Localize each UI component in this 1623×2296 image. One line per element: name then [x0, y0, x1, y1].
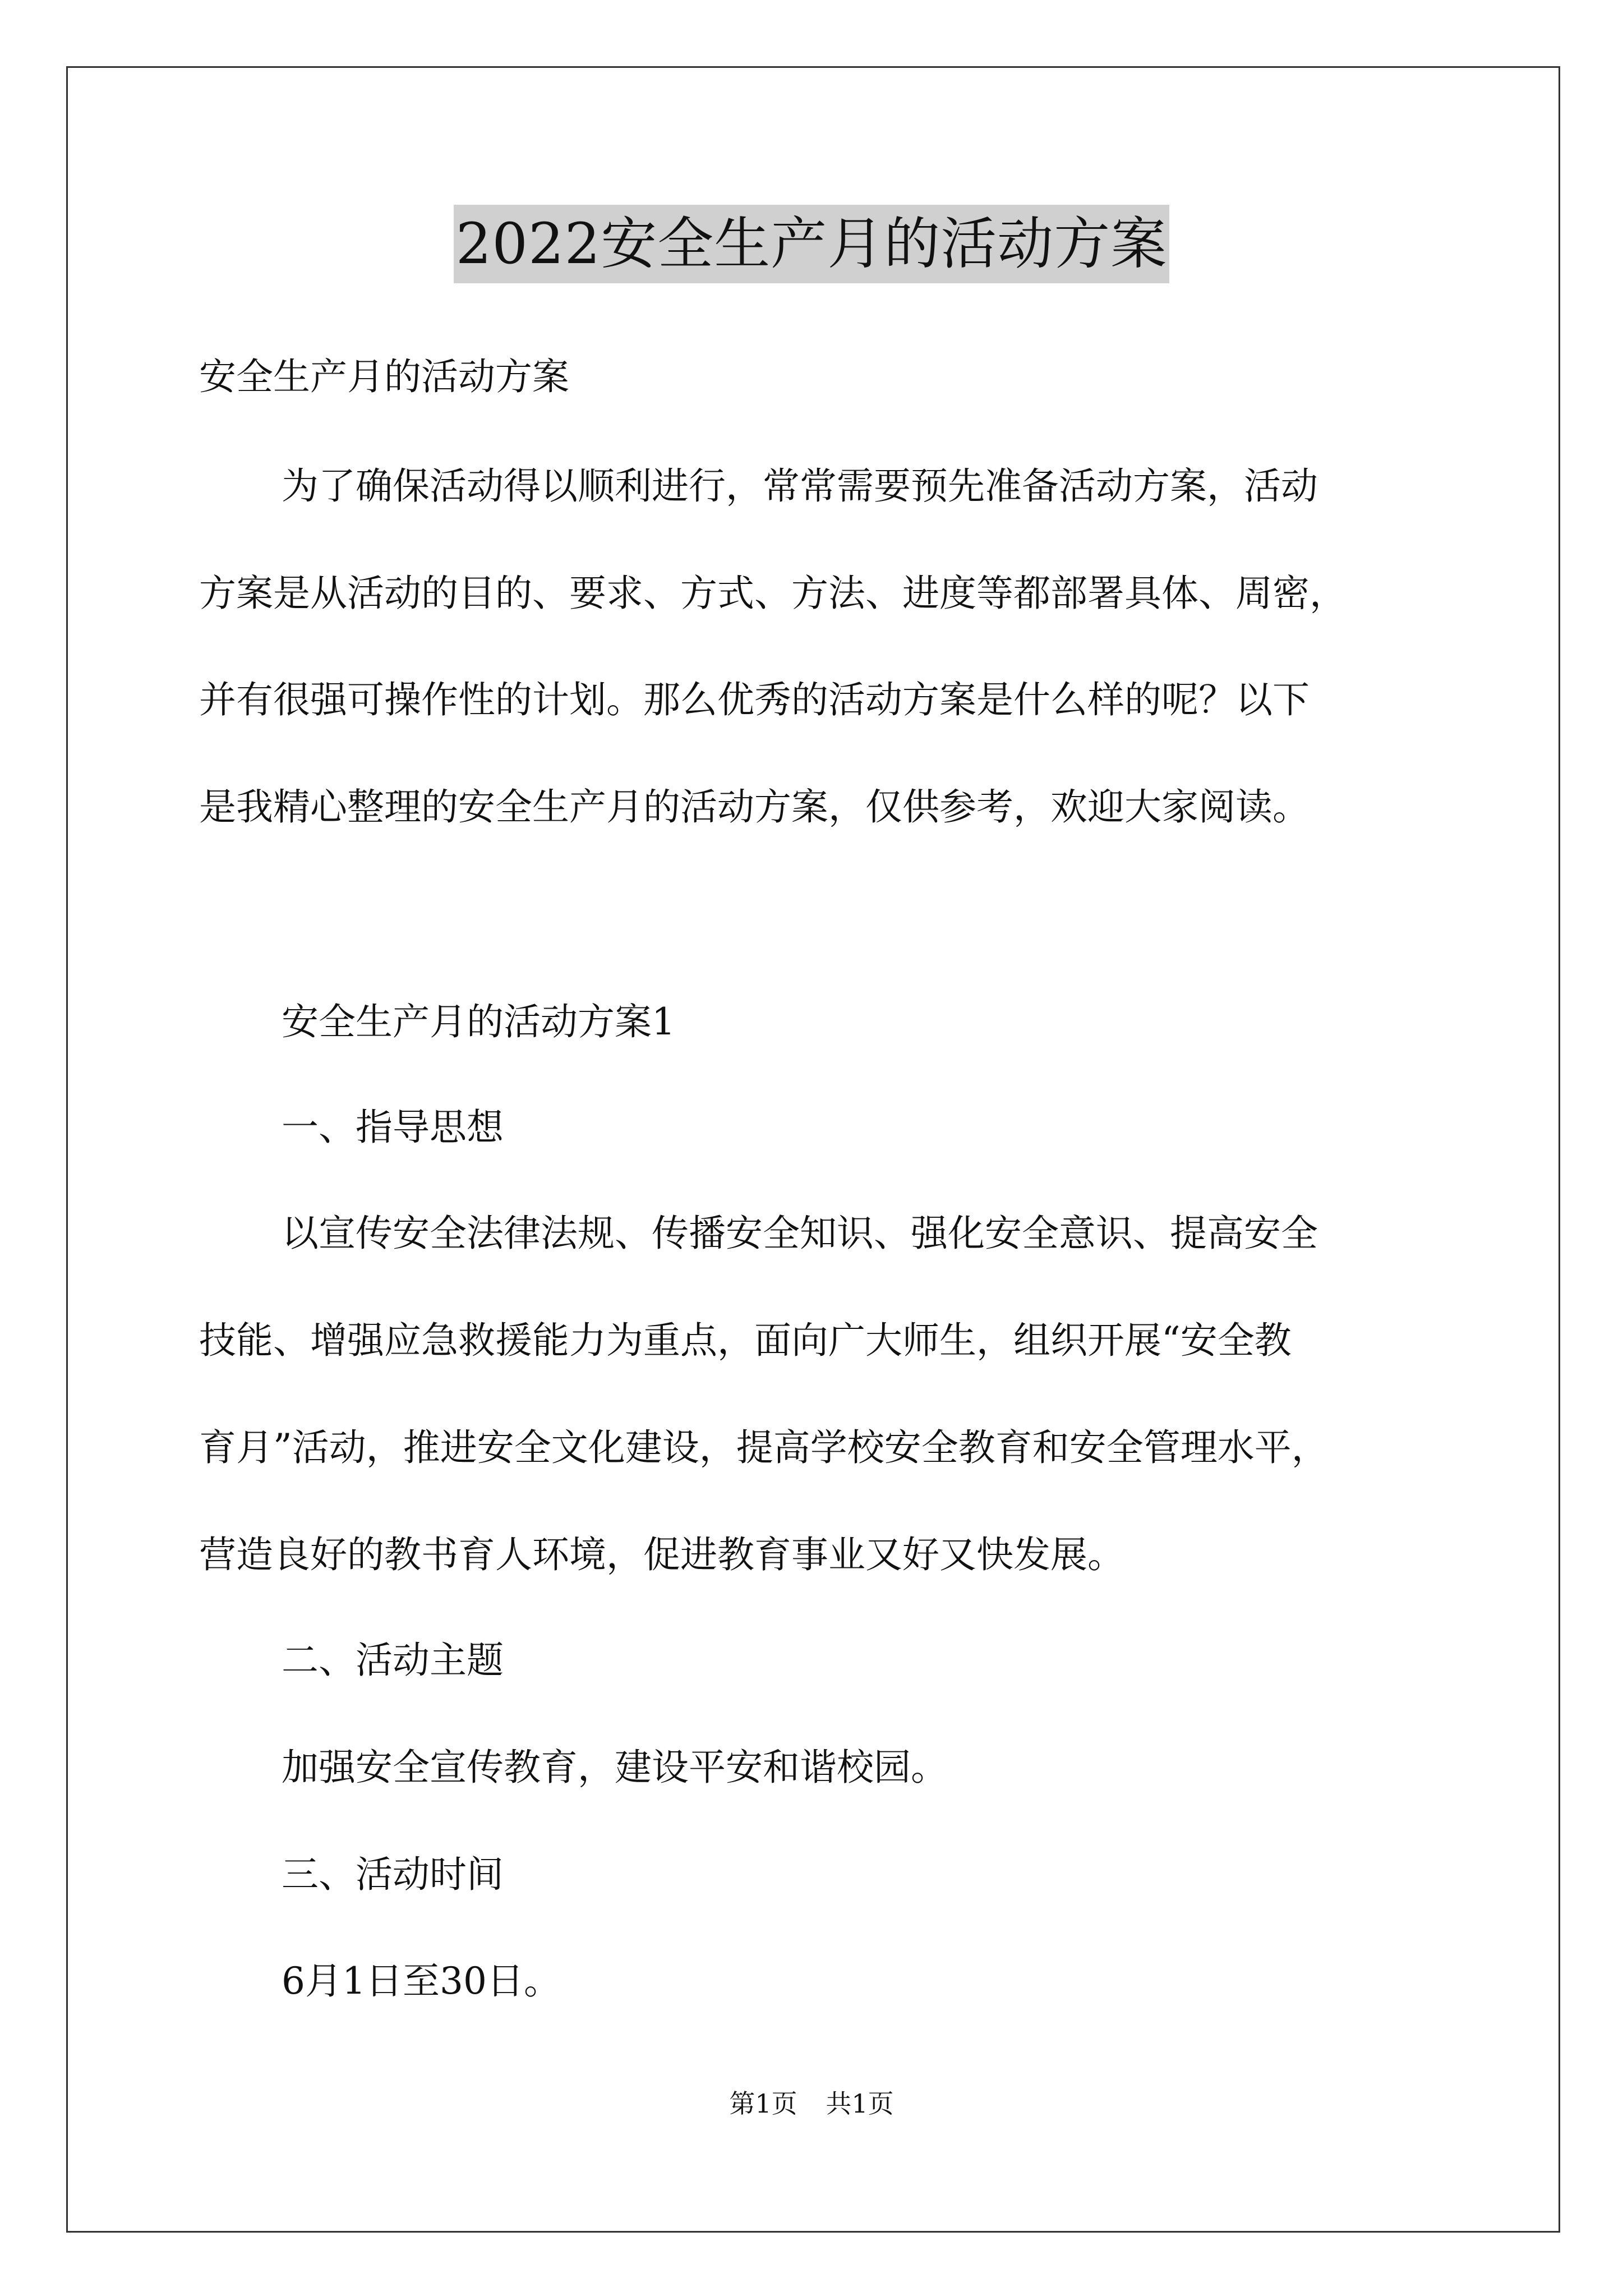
section1-line-1: 以宣传安全法律法规、传播安全知识、强化安全意识、提高安全 — [282, 1212, 1318, 1255]
document-subtitle: 安全生产月的活动方案 — [199, 355, 569, 398]
section1-line-4: 营造良好的教书育人环境，促进教育事业又好又快发展。 — [199, 1533, 1124, 1576]
title-container — [0, 205, 1623, 283]
document-title: 2022安全生产月的活动方案 — [454, 205, 1170, 283]
section3-heading: 三、活动时间 — [282, 1853, 504, 1896]
page-number-total: 共1页 — [826, 2088, 894, 2119]
page-footer — [0, 2087, 1623, 2120]
plan-heading: 安全生产月的活动方案1 — [282, 1000, 675, 1043]
section2-heading: 二、活动主题 — [282, 1639, 504, 1682]
intro-line-3: 并有很强可操作性的计划。那么优秀的活动方案是什么样的呢？以下 — [199, 678, 1310, 721]
section3-text: 6月1日至30日。 — [282, 1959, 561, 2003]
section2-text: 加强安全宣传教育，建设平安和谐校园。 — [282, 1746, 948, 1789]
intro-line-1: 为了确保活动得以顺利进行，常常需要预先准备活动方案，活动 — [282, 464, 1318, 508]
section1-heading: 一、指导思想 — [282, 1106, 504, 1149]
section1-line-2: 技能、增强应急救援能力为重点，面向广大师生，组织开展“安全教 — [199, 1319, 1292, 1362]
intro-line-4: 是我精心整理的安全生产月的活动方案，仅供参考，欢迎大家阅读。 — [199, 785, 1310, 829]
page-number-current: 第1页 — [729, 2088, 797, 2119]
intro-line-2: 方案是从活动的目的、要求、方式、方法、进度等都部署具体、周密， — [199, 572, 1347, 615]
section1-line-3: 育月”活动，推进安全文化建设，提高学校安全教育和安全管理水平， — [199, 1426, 1329, 1469]
